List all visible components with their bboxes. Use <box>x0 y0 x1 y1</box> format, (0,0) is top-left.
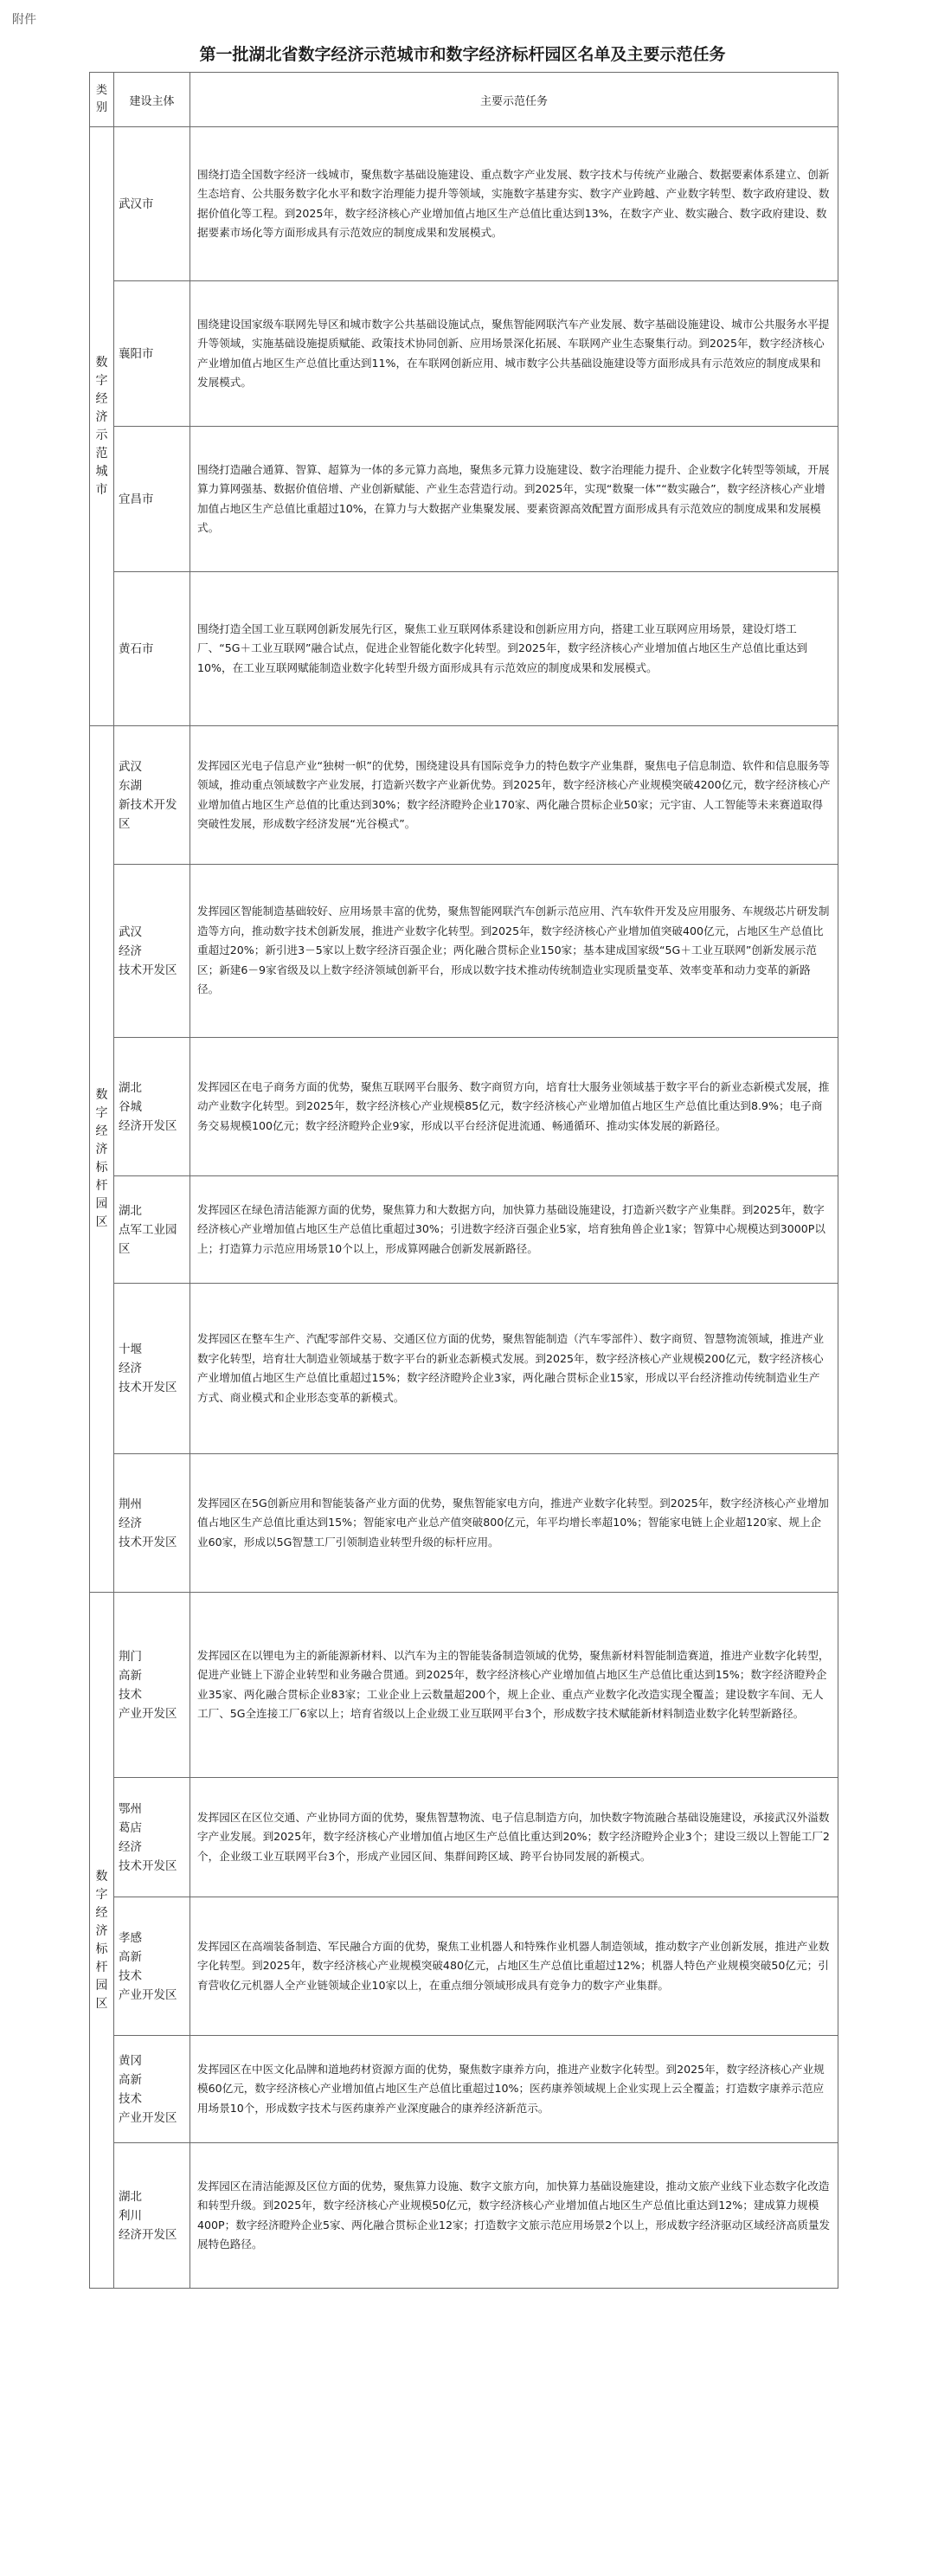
entity-line: 经济 <box>119 1839 142 1854</box>
category-cell: 数字经济示范城市 <box>90 127 114 726</box>
entity-line: 新技术开发区 <box>119 797 177 831</box>
entity-cell <box>114 726 190 865</box>
entity-line: 经济开发区 <box>119 2227 177 2242</box>
table-header-row <box>90 73 838 127</box>
entity-line: 经济开发区 <box>119 1118 177 1133</box>
task-cell: 围绕打造全国数字经济一线城市，聚焦数字基础设施建设、重点数字产业发展、数字技术与传统产业融合、数据要素体系建立、创新生态培育、公共服务数字化水平和数字治理能力提升等领域，实施数字基建夯实、数字产业跨越、产业数字转型、数字政府建设、数据价值化等工程。到2025年，数字经济核心产业增加值占地区生产总值比重达到13%，在数字产业、数实融合、数字政府建设、数据要素市场化等方面形成具有示范效应的制度成果和发展模式。 <box>190 127 838 281</box>
entity-line: 高新 <box>119 2072 142 2087</box>
entity-line: 经济 <box>119 943 142 958</box>
entity-cell <box>114 2036 190 2143</box>
task-cell: 发挥园区在绿色清洁能源方面的优势，聚焦算力和大数据方向，加快算力基础设施建设，打造新兴数字产业集群。到2025年，数字经济核心产业增加值占地区生产总值比重超过30%；引进数字经济百强企业5家，培育独角兽企业1家；智算中心规模达到3000P以上；打造算力示范应用场景10个以上，形成算网融合创新发展新路径。 <box>190 1176 838 1284</box>
table-row <box>90 2143 838 2289</box>
entity-line: 武汉 <box>119 924 142 939</box>
entity-line: 技术开发区 <box>119 1858 177 1873</box>
table-row <box>90 572 838 726</box>
entity-line: 葛店 <box>119 1820 142 1835</box>
table-row <box>90 726 838 865</box>
header-category: 类别 <box>90 73 114 127</box>
attachment-label: 附件 <box>12 13 36 27</box>
entity-cell <box>114 1778 190 1897</box>
task-cell: 发挥园区在高端装备制造、军民融合方面的优势，聚焦工业机器人和特殊作业机器人制造领域，推动数字产业创新发展，推进产业数字化转型。到2025年，数字经济核心产业规模突破480亿元，占地区生产总值比重超过12%；机器人特色产业规模突破50亿元；引育营收亿元机器人全产业链领域企业10家以上，在重点细分领域形成具有竞争力的数字产业集群。 <box>190 1897 838 2036</box>
table-row <box>90 865 838 1038</box>
entity-cell <box>114 1897 190 2036</box>
table-row <box>90 1593 838 1778</box>
task-cell: 发挥园区在5G创新应用和智能装备产业方面的优势，聚焦智能家电方向，推进产业数字化转型。到2025年，数字经济核心产业增加值占地区生产总值比重达到15%；智能家电产业总产值突破800亿元，年平均增长率超10%；智能家电链上企业超120家、规上企业60家，形成以5G智慧工厂引领制造业转型升级的标杆应用。 <box>190 1454 838 1593</box>
entity-line: 技术开发区 <box>119 1535 177 1549</box>
entity-cell <box>114 427 190 572</box>
entity-line: 荆门 <box>119 1649 142 1664</box>
entity-line: 鄂州 <box>119 1801 142 1816</box>
entity-line: 技术开发区 <box>119 963 177 977</box>
document-title: 第一批湖北省数字经济示范城市和数字经济标杆园区名单及主要示范任务 <box>199 45 726 64</box>
task-cell: 发挥园区在以锂电为主的新能源新材料、以汽车为主的智能装备制造领域的优势，聚焦新材料智能制造赛道，推进产业数字化转型，促进产业链上下游企业转型和业务融合贯通。到2025年，数字经济核心产业增加值占地区生产总值比重达到15%；数字经济瞪羚企业35家、两化融合贯标企业83家；工业企业上云数量超200个，规上企业、重点产业数字化改造实现全覆盖；建设数字车间、无人工厂、5G全连接工厂6家以上；培育省级以上企业级工业互联网平台3个，形成数字技术赋能新材料制造业数字化转型新路径。 <box>190 1593 838 1778</box>
entity-line: 湖北 <box>119 1203 142 1218</box>
entity-line: 技术开发区 <box>119 1381 177 1394</box>
task-cell: 围绕打造融合通算、智算、超算为一体的多元算力高地，聚焦多元算力设施建设、数字治理能力提升、企业数字化转型等领域，开展算力算网强基、数据价值倍增、产业创新赋能、产业生态营造行动。到2025年，实现“数聚一体”“数实融合”，数字经济核心产业增加值占地区生产总值比重超过10%，在算力与大数据产业集聚发展、要素资源高效配置方面形成具有示范效应的制度成果和发展模式。 <box>190 427 838 572</box>
entity-line: 谷城 <box>119 1099 142 1114</box>
task-cell: 围绕打造全国工业互联网创新发展先行区，聚焦工业互联网体系建设和创新应用方向，搭建工业互联网应用场景，建设灯塔工厂、“5G＋工业互联网”融合试点，促进企业智能化数字化转型。到2025年，数字经济核心产业增加值占地区生产总值比重达到10%，在工业互联网赋能制造业数字化转型升级方面形成具有示范效应的制度成果和发展模式。 <box>190 572 838 726</box>
entity-cell <box>114 1284 190 1454</box>
task-cell: 发挥园区在整车生产、汽配零部件交易、交通区位方面的优势，聚焦智能制造（汽车零部件）、数字商贸、智慧物流领域，推进产业数字化转型，培育壮大制造业领域基于数字平台的新业态新模式发展。到2025年，数字经济核心产业规模200亿元，数字经济核心产业增加值占地区生产总值比重超过15%；数字经济瞪羚企业3家，两化融合贯标企业15家，形成以平台经济推动传统制造业生产方式、商业模式和企业形态变革的新模式。 <box>190 1284 838 1454</box>
entity-line: 经济 <box>119 1362 142 1375</box>
task-cell: 发挥园区在中医文化品牌和道地药材资源方面的优势，聚焦数字康养方向，推进产业数字化转型。到2025年，数字经济核心产业规模60亿元，数字经济核心产业增加值占地区生产总值比重超过10%；医药康养领域规上企业实现上云全覆盖；打造数字康养示范应用场景10个，形成数字技术与医药康养产业深度融合的康养经济新范示。 <box>190 2036 838 2143</box>
entity-cell <box>114 2143 190 2289</box>
entity-line: 湖北 <box>119 2189 142 2204</box>
category-cell: 数字经济标杆园区 <box>90 1593 114 2289</box>
entity-line: 产业开发区 <box>119 2110 177 2125</box>
entity-cell <box>114 1038 190 1176</box>
task-cell: 发挥园区光电子信息产业“独树一帜”的优势，围绕建设具有国际竞争力的特色数字产业集群，聚焦电子信息制造、软件和信息服务等领域，推动重点领域数字产业发展，打造新兴数字产业新优势。到2025年，数字经济核心产业规模突破4200亿元，数字经济核心产业增加值占地区生产总值的比重达到30%；数字经济瞪羚企业170家、两化融合贯标企业50家；元宇宙、人工智能等未来赛道取得突破性发展，形成数字经济发展“光谷模式”。 <box>190 726 838 865</box>
entity-line: 荆州 <box>119 1497 142 1511</box>
header-task: 主要示范任务 <box>190 73 838 127</box>
task-cell: 发挥园区在电子商务方面的优势，聚焦互联网平台服务、数字商贸方向，培育壮大服务业领域基于数字平台的新业态新模式发展，推动产业数字化转型。到2025年，数字经济核心产业规模85亿元，数字经济核心产业增加值占地区生产总值比重达到8.9%；电子商务交易规模100亿元；数字经济瞪羚企业9家，形成以平台经济促进流通、畅通循环、推动实体发展的新路径。 <box>190 1038 838 1176</box>
entity-line: 技术 <box>119 1687 142 1702</box>
entity-cell <box>114 865 190 1038</box>
entity-cell <box>114 281 190 427</box>
entity-cell <box>114 1454 190 1593</box>
header-entity: 建设主体 <box>114 73 190 127</box>
entity-line: 经济 <box>119 1516 142 1530</box>
table-row <box>90 1778 838 1897</box>
table-row <box>90 1176 838 1284</box>
entity-line: 产业开发区 <box>119 1987 177 2002</box>
table-row <box>90 281 838 427</box>
entity-line: 点军工业园区 <box>119 1222 177 1256</box>
table-row <box>90 1038 838 1176</box>
entity-line: 宜昌市 <box>119 492 154 506</box>
table-row <box>90 1284 838 1454</box>
task-cell: 发挥园区智能制造基础较好、应用场景丰富的优势，聚焦智能网联汽车创新示范应用、汽车软件开发及应用服务、车规级芯片研发制造等方向，推动数字技术创新发展，推进产业数字化转型。到2025年，数字经济核心产业增加值突破400亿元，占地区生产总值比重超过20%；新引进3－5家以上数字经济百强企业；两化融合贯标企业150家；基本建成国家级“5G＋工业互联网”创新发展示范区；新建6－9家省级及以上数字经济领域创新平台，形成以数字技术推动传统制造业实现质量变革、效率变革和动力变革的新路径。 <box>190 865 838 1038</box>
entity-line: 黄冈 <box>119 2053 142 2068</box>
entity-cell <box>114 127 190 281</box>
entity-line: 高新 <box>119 1949 142 1964</box>
entity-line: 东湖 <box>119 778 142 793</box>
entity-cell <box>114 572 190 726</box>
task-cell: 围绕建设国家级车联网先导区和城市数字公共基础设施试点，聚焦智能网联汽车产业发展、数字基础设施建设、城市公共服务水平提升等领域，实施基础设施提质赋能、政策技术协同创新、应用场景深化拓展、车联网产业生态聚集行动。到2025年，数字经济核心产业增加值占地区生产总值比重达到11%，在车联网创新应用、城市数字公共基础设施建设等方面形成具有示范效应的制度成果和发展模式。 <box>190 281 838 427</box>
entity-line: 湖北 <box>119 1080 142 1095</box>
entity-cell <box>114 1176 190 1284</box>
entity-line: 武汉市 <box>119 196 154 211</box>
entity-line: 孝感 <box>119 1930 142 1945</box>
entity-line: 武汉 <box>119 759 142 774</box>
task-cell: 发挥园区在清洁能源及区位方面的优势，聚焦算力设施、数字文旅方向，加快算力基础设施建设，推动文旅产业线下业态数字化改造和转型升级。到2025年，数字经济核心产业规模50亿元，数字经济核心产业增加值占地区生产总值比重达到12%；建成算力规模400P；数字经济瞪羚企业5家、两化融合贯标企业12家；打造数字文旅示范应用场景2个以上，形成数字经济驱动区域经济高质量发展特色路径。 <box>190 2143 838 2289</box>
entity-line: 高新 <box>119 1668 142 1683</box>
entity-line: 产业开发区 <box>119 1706 177 1721</box>
table-row <box>90 427 838 572</box>
entity-line: 利川 <box>119 2208 142 2223</box>
entity-line: 十堰 <box>119 1343 142 1356</box>
table-row <box>90 1897 838 2036</box>
category-cell: 数字经济标杆园区 <box>90 726 114 1593</box>
entity-line: 技术 <box>119 1968 142 1983</box>
table-row <box>90 127 838 281</box>
entity-line: 襄阳市 <box>119 346 154 361</box>
list-table <box>89 72 838 2289</box>
entity-line: 技术 <box>119 2091 142 2106</box>
entity-cell <box>114 1593 190 1778</box>
table-row <box>90 1454 838 1593</box>
task-cell: 发挥园区在区位交通、产业协同方面的优势，聚焦智慧物流、电子信息制造方向，加快数字物流融合基础设施建设，承接武汉外溢数字产业发展。到2025年，数字经济核心产业增加值占地区生产总值比重达到20%；数字经济瞪羚企业3个；建设三级以上智能工厂2个，企业级工业互联网平台3个，形成产业园区间、集群间跨区域、跨平台协同发展的新模式。 <box>190 1778 838 1897</box>
table-row <box>90 2036 838 2143</box>
entity-line: 黄石市 <box>119 641 154 656</box>
